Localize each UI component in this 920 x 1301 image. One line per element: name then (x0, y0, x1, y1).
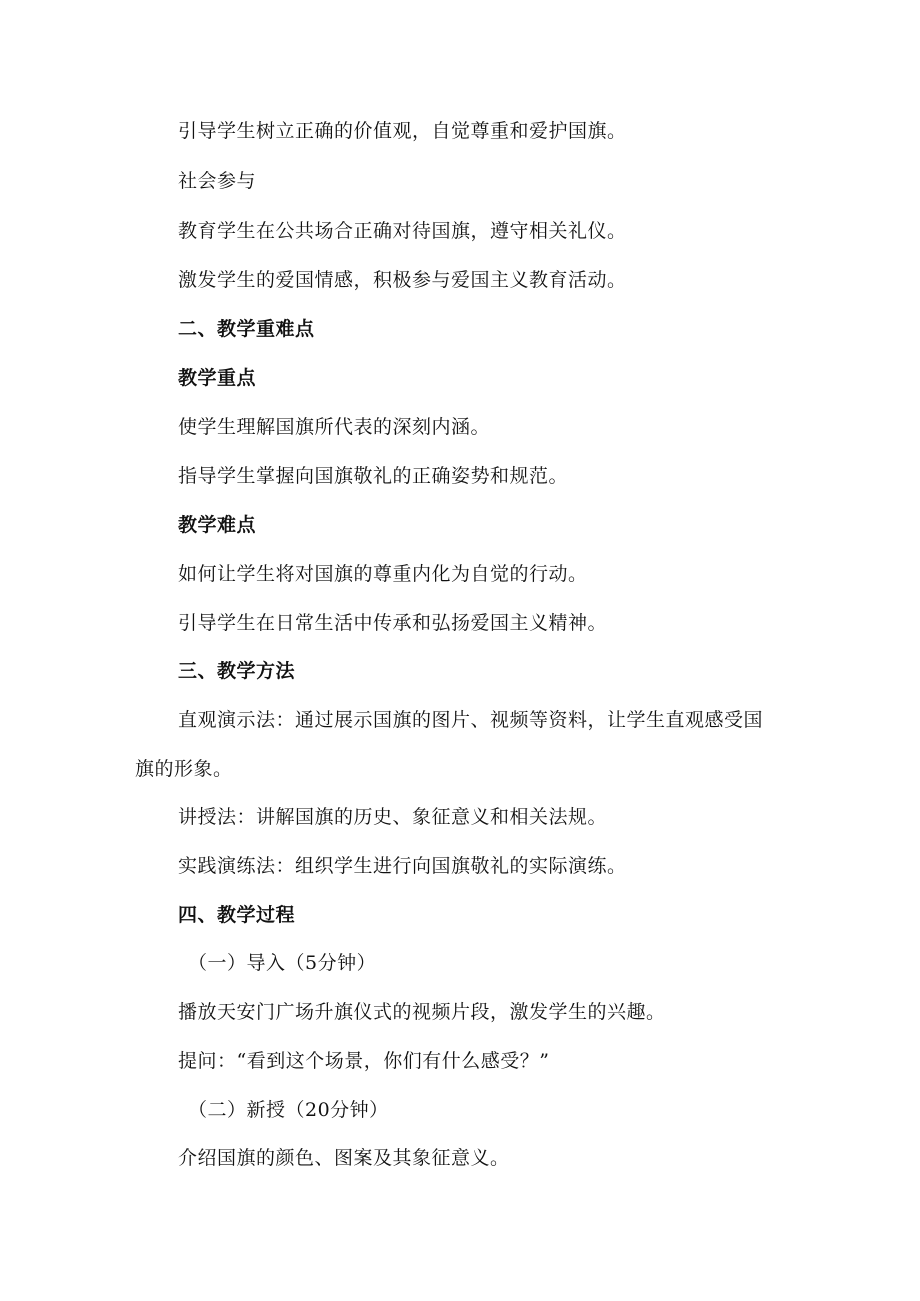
heading-key-difficult-points: 二、教学重难点 (178, 318, 315, 340)
heading-teaching-process: 四、教学过程 (178, 904, 296, 926)
paragraph-patriotic-emotion: 激发学生的爱国情感，积极参与爱国主义教育活动。 (178, 269, 627, 291)
paragraph-practice-method: 实践演练法：组织学生进行向国旗敬礼的实际演练。 (178, 855, 627, 877)
subheading-difficult-points: 教学难点 (178, 514, 257, 536)
subheading-new-lesson: （二）新授（20分钟） (188, 1099, 389, 1121)
paragraph-demonstration-method-continued: 旗的形象。 (135, 758, 233, 780)
paragraph-lecture-method: 讲授法：讲解国旗的历史、象征意义和相关法规。 (178, 806, 608, 828)
paragraph-public-etiquette: 教育学生在公共场合正确对待国旗，遵守相关礼仪。 (178, 220, 627, 242)
paragraph-demonstration-method: 直观演示法：通过展示国旗的图片、视频等资料，让学生直观感受国 (178, 709, 764, 731)
paragraph-daily-life-spirit: 引导学生在日常生活中传承和弘扬爱国主义精神。 (178, 612, 608, 634)
paragraph-values: 引导学生树立正确的价值观，自觉尊重和爱护国旗。 (178, 120, 627, 142)
paragraph-social-participation: 社会参与 (178, 170, 257, 192)
paragraph-salute-posture: 指导学生掌握向国旗敬礼的正确姿势和规范。 (178, 465, 569, 487)
subheading-key-points: 教学重点 (178, 367, 257, 389)
paragraph-play-video: 播放天安门广场升旗仪式的视频片段，激发学生的兴趣。 (178, 1001, 666, 1023)
paragraph-question: 提问：“看到这个场景，你们有什么感受？” (178, 1050, 550, 1072)
paragraph-internalize-respect: 如何让学生将对国旗的尊重内化为自觉的行动。 (178, 563, 588, 585)
subheading-introduction: （一）导入（5分钟） (188, 952, 377, 974)
paragraph-understand-meaning: 使学生理解国旗所代表的深刻内涵。 (178, 416, 491, 438)
paragraph-flag-colors: 介绍国旗的颜色、图案及其象征意义。 (178, 1147, 510, 1169)
heading-teaching-methods: 三、教学方法 (178, 660, 296, 682)
